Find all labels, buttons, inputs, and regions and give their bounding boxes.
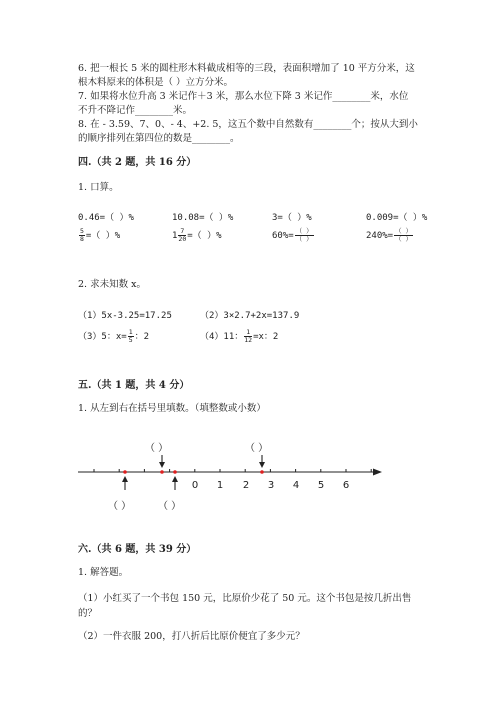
up-arrow-icon (172, 476, 178, 490)
question-8-line-2: 的顺序排列在第四位的数是________。 (78, 133, 240, 144)
question-8-line-1: 8. 在 - 3.59、7、0、- 4、+2. 5，这五个数中自然数有________个；按从大到小 (78, 119, 418, 130)
blank-paren-above-1: （ ） (145, 443, 169, 454)
oral-calc-7: 60%= $\frac{( )}{( )}$ (272, 227, 313, 243)
oral-calc-1: 0.46=（ ）% (78, 213, 134, 223)
equation-2: （2）3×2.7+2x=137.9 (200, 311, 300, 321)
problem-1-line-2: 的？ (78, 608, 98, 619)
number-line-diagram (0, 435, 500, 515)
question-7-line-1: 7. 如果将水位升高 3 米记作＋3 米，那么水位下降 3 米记作________米，水位 (78, 91, 409, 102)
question-solve-x: 2. 求未知数 x。 (78, 279, 146, 290)
marker-point (123, 470, 127, 474)
question-7-line-2: 不升不降记作________米。 (78, 105, 193, 116)
section-4-heading: 四.（共 2 题，共 16 分） (78, 157, 197, 168)
marker-point (173, 470, 177, 474)
tick-label-1: 1 (216, 480, 224, 491)
tick-label-2: 2 (242, 480, 250, 491)
fraction: $\frac{( )}{( )}$ (295, 227, 313, 243)
number-line-arrowhead (373, 469, 382, 476)
up-arrow-icon (122, 476, 128, 490)
fraction: $\frac{1}{5}$ (128, 328, 133, 344)
question-6-line-2: 根木料原来的体积是（ ）立方分米。 (78, 77, 234, 88)
oral-calc-4: 0.009=（ ）% (366, 213, 428, 223)
question-number-line: 1. 从左到右在括号里填数。（填整数或小数） (78, 403, 266, 414)
problem-1-line-1: （1）小红买了一个书包 150 元，比原价少花了 50 元。这个书包是按几折出售 (78, 593, 412, 604)
tick-label-5: 5 (317, 480, 325, 491)
tick-label-3: 3 (267, 480, 275, 491)
fraction: $\frac{1}{12}$ (244, 328, 253, 344)
oral-calc-6: 1 $\frac{7}{20}$ =（ ）% (172, 227, 222, 243)
tick-label-6: 6 (342, 480, 350, 491)
oral-calc-3: 3=（ ）% (272, 213, 312, 223)
down-arrow-icon (159, 455, 165, 468)
blank-paren-below-1: （ ） (108, 501, 132, 512)
marker-point (160, 470, 164, 474)
tick-label-0: 0 (191, 480, 199, 491)
oral-calc-8: 240%= $\frac{( )}{( )}$ (366, 227, 413, 243)
question-6-line-1: 6. 把一根长 5 米的圆柱形木料截成相等的三段，表面积增加了 10 平方分米，这 (78, 63, 415, 74)
down-arrow-icon (259, 455, 265, 468)
equation-1: （1）5x-3.25=17.25 (78, 311, 172, 321)
section-5-heading: 五.（共 1 题，共 4 分） (78, 380, 190, 391)
blank-paren-below-2: （ ） (158, 501, 182, 512)
equation-4: （4）11： $\frac{1}{12}$ =x：2 (200, 328, 279, 344)
oral-calc-2: 10.08=（ ）% (172, 213, 234, 223)
fraction: $\frac{( )}{( )}$ (395, 227, 413, 243)
question-oral-calc: 1. 口算。 (78, 182, 119, 193)
blank-paren-above-2: （ ） (245, 443, 269, 454)
tick-labels (192, 480, 349, 491)
fraction: $\frac{7}{20}$ (178, 227, 187, 243)
oral-calc-5: $\frac{5}{8}$ =（ ）% (80, 227, 121, 243)
section-6-heading: 六.（共 6 题，共 39 分） (78, 544, 197, 555)
marker-point (260, 470, 264, 474)
equation-3: （3）5：x= $\frac{1}{5}$ ：2 (78, 328, 150, 344)
fraction: $\frac{5}{8}$ (80, 227, 84, 243)
tick-label-4: 4 (292, 480, 300, 491)
problem-2: （2）一件衣服 200，打八折后比原价便宜了多少元？ (78, 631, 305, 642)
question-word-problems: 1. 解答题。 (78, 567, 129, 578)
